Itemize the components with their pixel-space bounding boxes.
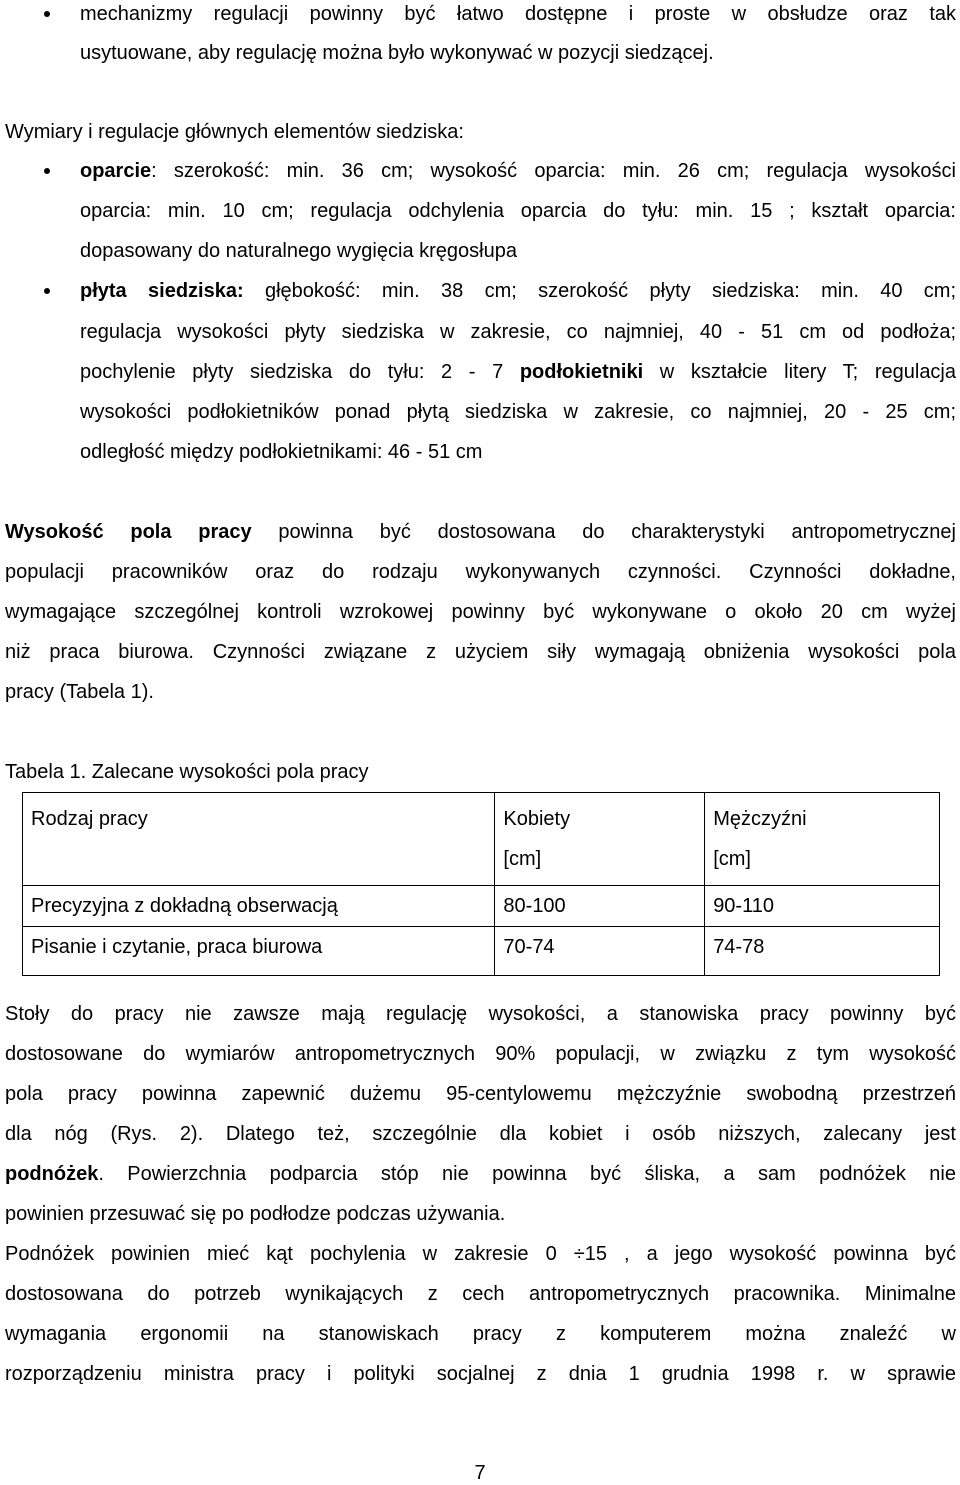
text-line — [80, 360, 956, 384]
text-line — [80, 159, 956, 183]
table-header-cell: Mężczyźni [cm] — [705, 793, 940, 886]
table-cell: 70-74 — [495, 927, 705, 976]
bullet-dot — [44, 168, 50, 174]
text-line: pracy (Tabela 1). — [5, 681, 154, 703]
text-line: populacji pracowników oraz do rodzaju wykonywanych czynności. Czynności dokładne, — [5, 561, 956, 583]
text-line — [80, 279, 956, 303]
text-line: dostosowane do wymiarów antropometrycznych 90% populacji, w związku z tym wysokość — [5, 1043, 956, 1065]
text-line — [5, 1162, 956, 1186]
text-line: usytuowane, aby regulację można było wykonywać w pozycji siedzącej. — [80, 42, 714, 64]
text-line: Stoły do pracy nie zawsze mają regulację wysokości, a stanowiska pracy powinny być — [5, 1003, 956, 1025]
text-span: w kształcie litery T; regulacja — [643, 361, 957, 383]
text-line: pola pracy powinna zapewnić dużemu 95-centylowemu mężczyźnie swobodną przestrzeń — [5, 1083, 956, 1105]
table-header-row — [23, 793, 940, 886]
bold-term: oparcie — [80, 160, 152, 182]
table-cell: Precyzyjna z dokładną obserwacją — [23, 886, 495, 927]
text-span: . Powierzchnia podparcia stóp nie powinna być śliska, a sam podnóżek nie — [98, 1163, 956, 1185]
table-cell: Pisanie i czytanie, praca biurowa — [23, 927, 495, 976]
table-row — [23, 927, 940, 976]
text-line: dopasowany do naturalnego wygięcia kręgosłupa — [80, 240, 517, 262]
bold-term: podłokietniki — [519, 361, 644, 383]
text-span: : szerokość: min. 36 cm; wysokość oparcia: min. 26 cm; regulacja wysokości — [151, 160, 956, 182]
text-line: mechanizmy regulacji powinny być łatwo dostępne i proste w obsłudze oraz tak — [80, 3, 956, 25]
text-line — [5, 520, 956, 544]
bullet-dot — [44, 288, 50, 294]
text-line: oparcia: min. 10 cm; regulacja odchylenia oparcia do tyłu: min. 15 ; kształt oparcia: — [80, 200, 956, 222]
bold-term: płyta siedziska: — [80, 280, 244, 302]
page-number: 7 — [474, 1462, 486, 1484]
bullet-dot — [44, 11, 50, 17]
text-line: rozporządzeniu ministra pracy i polityki socjalnej z dnia 1 grudnia 1998 r. w sprawie — [5, 1363, 956, 1385]
table-header-cell: Kobiety [cm] — [495, 793, 705, 886]
text-line: regulacja wysokości płyty siedziska w zakresie, co najmniej, 40 - 51 cm od podłoża; — [80, 321, 956, 343]
table-cell: 74-78 — [705, 927, 940, 976]
table-cell: 90-110 — [705, 886, 940, 927]
text-line: odległość między podłokietnikami: 46 - 51 cm — [80, 441, 483, 463]
table-header-cell: Rodzaj pracy — [23, 793, 495, 886]
section-heading: Wymiary i regulacje głównych elementów siedziska: — [5, 121, 464, 143]
text-span: głębokość: min. 38 cm; szerokość płyty siedziska: min. 40 cm; — [243, 280, 957, 302]
table-caption: Tabela 1. Zalecane wysokości pola pracy — [5, 761, 369, 783]
table-row — [23, 886, 940, 927]
text-line: wymagania ergonomii na stanowiskach pracy z komputerem można znaleźć w — [5, 1323, 956, 1345]
text-span: pochylenie płyty siedziska do tyłu: 2 - 7 — [80, 361, 520, 383]
height-table — [22, 792, 940, 976]
table-cell: 80-100 — [495, 886, 705, 927]
text-line: powinien przesuwać się po podłodze podczas używania. — [5, 1203, 506, 1225]
text-line: Podnóżek powinien mieć kąt pochylenia w zakresie 0 ÷15 , a jego wysokość powinna być — [5, 1243, 956, 1265]
text-line: wymagające szczególnej kontroli wzrokowej powinny być wykonywane o około 20 cm wyżej — [5, 601, 956, 623]
text-line: wysokości podłokietników ponad płytą siedziska w zakresie, co najmniej, 20 - 25 cm; — [80, 401, 956, 423]
bold-term: podnóżek — [5, 1163, 99, 1185]
text-line: dostosowana do potrzeb wynikających z cech antropometrycznych pracownika. Minimalne — [5, 1283, 956, 1305]
bold-term: Wysokość pola pracy — [5, 521, 252, 543]
text-span: powinna być dostosowana do charakterystyki antropometrycznej — [251, 521, 956, 543]
text-line: dla nóg (Rys. 2). Dlatego też, szczególnie dla kobiet i osób niższych, zalecany jest — [5, 1123, 956, 1145]
text-line: niż praca biurowa. Czynności związane z użyciem siły wymagają obniżenia wysokości pola — [5, 641, 956, 663]
